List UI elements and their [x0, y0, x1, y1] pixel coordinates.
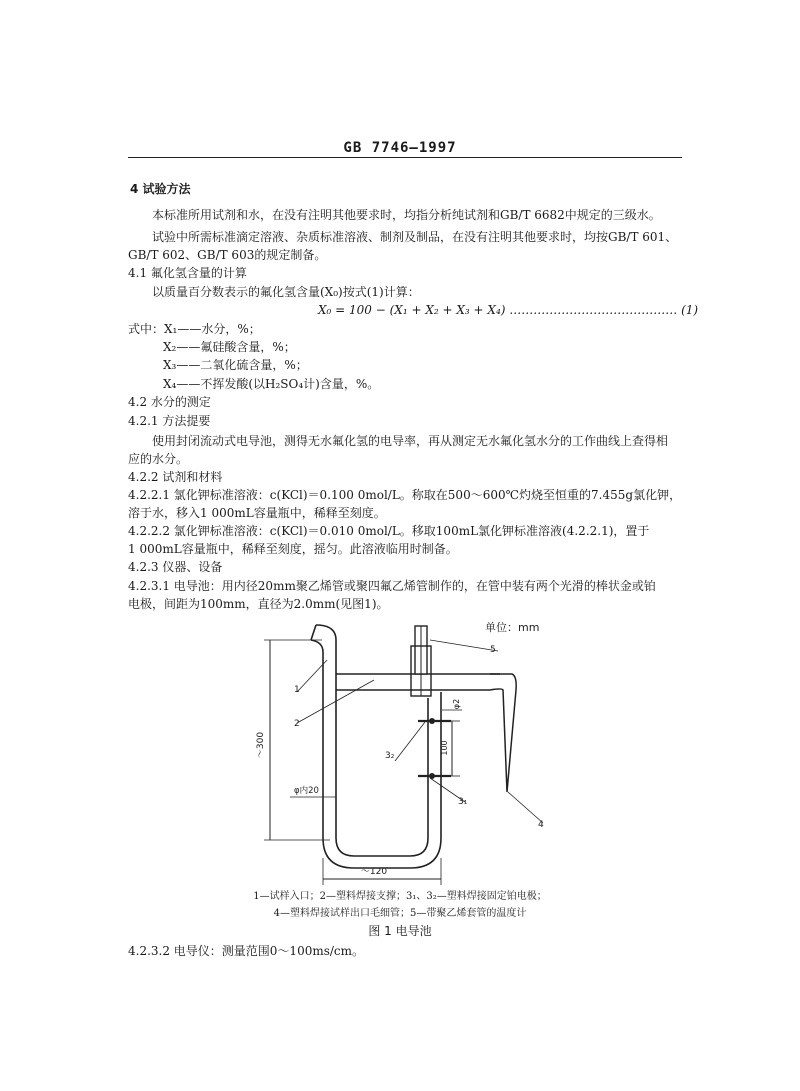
- where-line-1: 式中：X₁——水分，%；: [128, 322, 261, 336]
- inlet-end: [311, 625, 316, 640]
- callout-3-1: 3₁: [458, 797, 468, 807]
- electrode-3-1-weld: [429, 773, 435, 779]
- outlet-capillary: [490, 674, 516, 792]
- where-line-4: X₄——不挥发酸(以H₂SO₄计)含量，%。: [163, 377, 380, 391]
- section-4-heading: 4 试验方法: [130, 182, 191, 196]
- section-4-2-2-1-a: 4.2.2.1 氯化钾标准溶液：c(KCl)＝0.100 0mol/L。称取在500～600℃灼烧至恒重的7.455g氯化钾，: [128, 488, 682, 502]
- section-4-2-1-text-a: 使用封闭流动式电导池，测得无水氟化氢的电导率，再从测定无水氟化氢水分的工作曲线上查得相: [152, 434, 669, 448]
- section-4-2-2-2-b: 1 000mL容量瓶中，稀释至刻度，摇匀。此溶液临用时制备。: [128, 542, 458, 556]
- height-dim-label: ～300: [256, 731, 266, 759]
- section-4-1-intro: 以质量百分数表示的氟化氢含量(X₀)按式(1)计算：: [152, 285, 420, 299]
- phi2-label: φ2: [452, 698, 461, 710]
- where-line-3: X₃——二氧化硫含量，%；: [163, 358, 308, 372]
- callout-4: 4: [538, 820, 544, 830]
- inner-diameter-label: φ内20: [294, 786, 319, 796]
- section-4-2-1-text-b: 应的水分。: [128, 452, 189, 466]
- callout-2: 2: [294, 719, 300, 729]
- figure-legend-line-2: 4—塑料焊接试样出口毛细管；5—带聚乙烯套管的温度计: [273, 908, 527, 919]
- section-4-2-3-1-a: 4.2.3.1 电导池：用内径20mm聚乙烯管或聚四氟乙烯管制作的，在管中装有两个光滑的棒状金或铂: [128, 579, 656, 593]
- section-4-1-heading: 4.1 氟化氢含量的计算: [128, 266, 247, 280]
- width-dim-label: ～120: [360, 867, 388, 877]
- section-4-2-3-2: 4.2.3.2 电导仪：测量范围0～100ms/cm。: [128, 944, 365, 958]
- page-header: GB 7746—1997: [343, 140, 457, 156]
- figure-legend-line-1: 1—试样入口；2—塑料焊接支撑；3₁、3₂—塑料焊接固定铂电极；: [253, 891, 547, 902]
- callout-1: 1: [294, 685, 300, 695]
- section-4-2-3-heading: 4.2.3 仪器、设备: [128, 560, 223, 574]
- section-4-2-2-heading: 4.2.2 试剂和材料: [128, 470, 223, 484]
- section-4-paragraph-1: 本标准所用试剂和水，在没有注明其他要求时，均指分析纯试剂和GB/T 6682中规定的三级水。: [152, 208, 661, 222]
- callout-3-2: 3₂: [385, 751, 395, 761]
- section-4-2-2-2-a: 4.2.2.2 氯化钾标准溶液：c(KCl)＝0.010 0mol/L。移取100mL氯化钾标准溶液(4.2.2.1)，置于: [128, 524, 650, 538]
- electrode-3-2-weld: [429, 718, 435, 724]
- figure-unit-label: 单位：mm: [485, 621, 540, 634]
- section-4-2-3-1-b: 电极，间距为100mm，直径为2.0mm(见图1)。: [128, 597, 389, 611]
- section-4-2-2-1-b: 溶于水，移入1 000mL容量瓶中，稀释至刻度。: [128, 506, 386, 520]
- figure-title: 图 1 电导池: [368, 924, 432, 938]
- where-line-2: X₂——氟硅酸含量，%；: [163, 340, 296, 354]
- section-4-2-heading: 4.2 水分的测定: [128, 395, 211, 409]
- formula-1: X₀ = 100 − (X₁ + X₂ + X₃ + X₄) …………………………………… (1): [318, 303, 699, 317]
- callout-5: 5: [490, 645, 496, 655]
- section-4-paragraph-2a: 试验中所需标准滴定溶液、杂质标准溶液、制剂及制品，在没有注明其他要求时，均按GB/T 601、: [152, 230, 678, 244]
- section-4-paragraph-2b: GB/T 602、GB/T 603的规定制备。: [128, 248, 327, 262]
- spacing-label: 100: [440, 740, 449, 756]
- section-4-2-1-heading: 4.2.1 方法提要: [128, 414, 211, 428]
